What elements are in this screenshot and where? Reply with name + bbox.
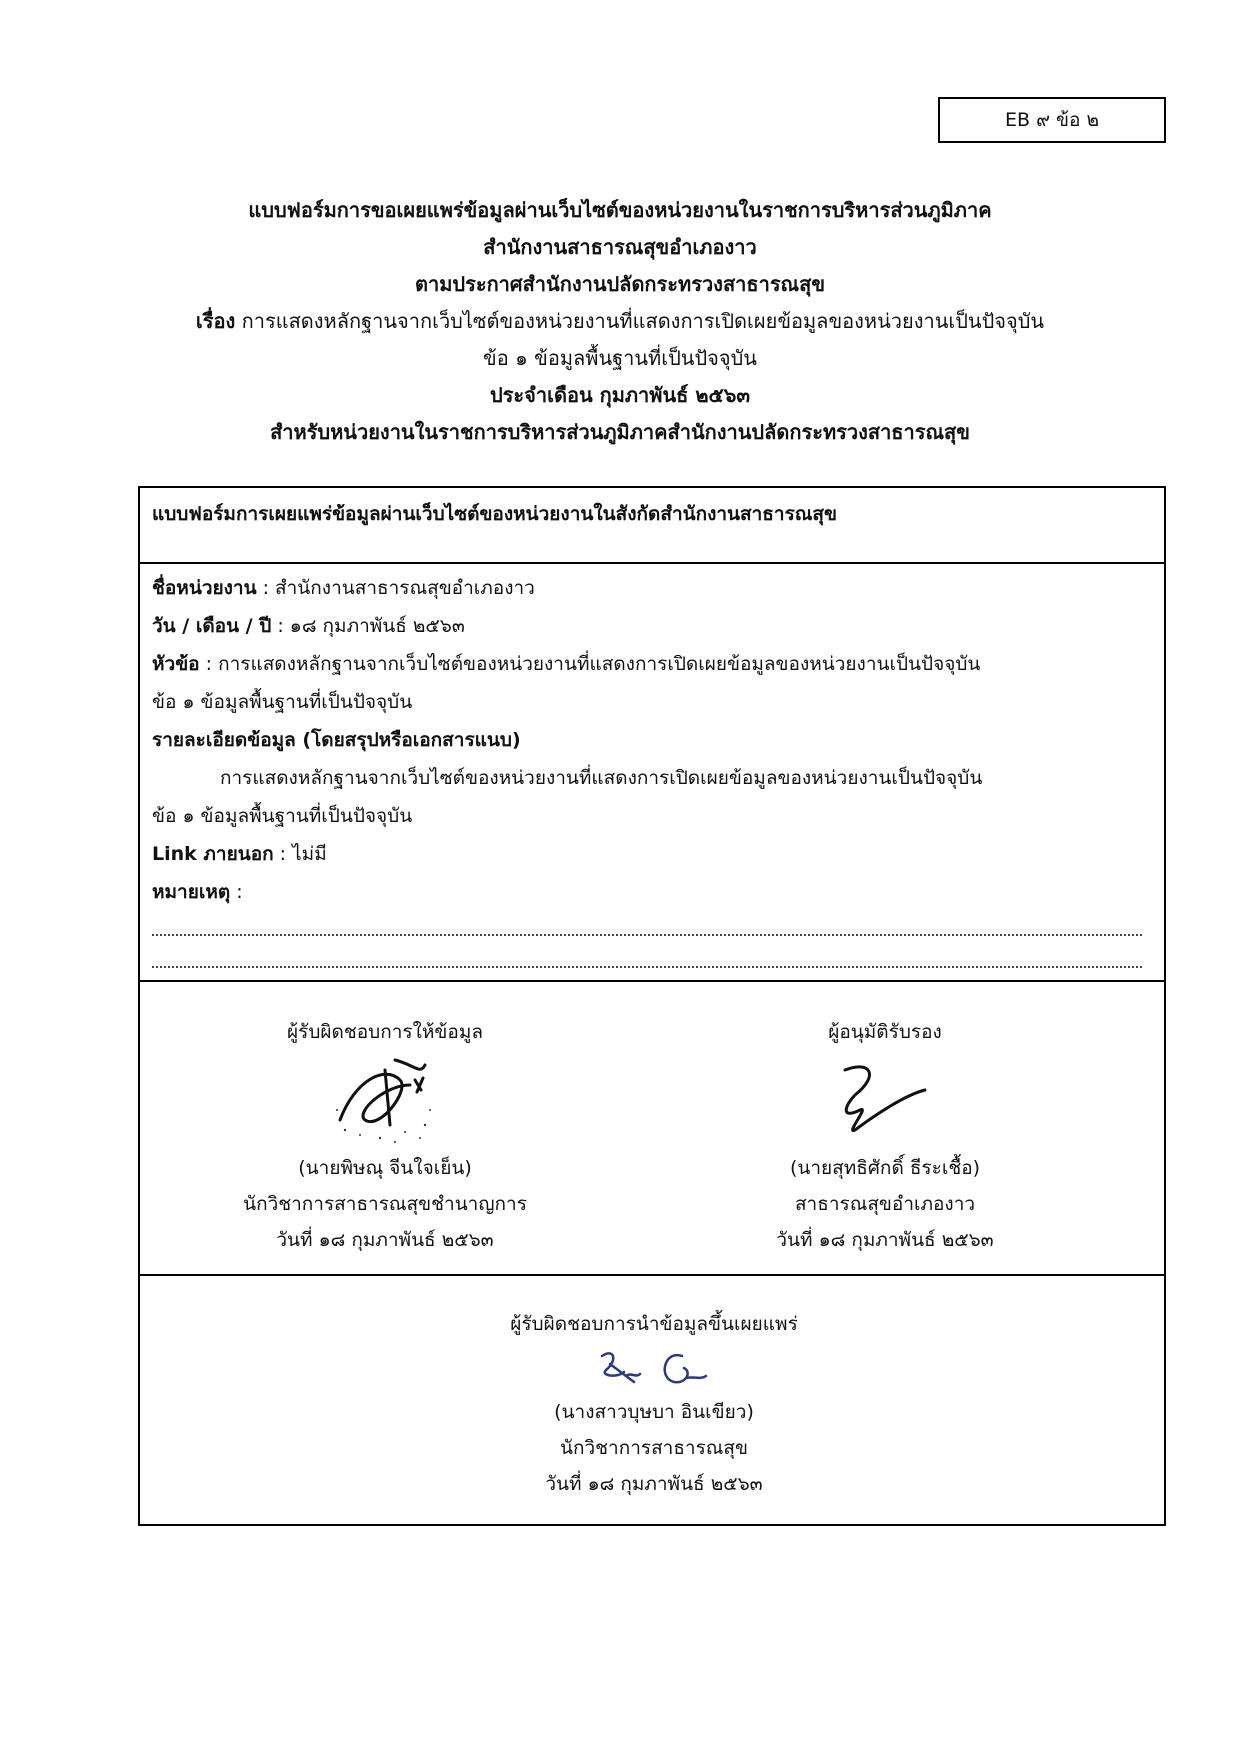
link-row [152, 836, 1152, 872]
note-dotted-line-1 [152, 934, 1142, 936]
header-subject-text: การแสดงหลักฐานจากเว็บไซต์ของหน่วยงานที่แสดงการเปิดเผยข้อมูลของหน่วยงานเป็นปัจจุบัน [241, 309, 1045, 333]
divider [140, 980, 1164, 982]
header-subject-label: เรื่อง [195, 309, 236, 333]
link-label: Link ภายนอก [152, 843, 274, 865]
signer-bottom [440, 1306, 868, 1502]
header-announcement: ตามประกาศสำนักงานปลัดกระทรวงสาธารณสุข [414, 272, 825, 296]
header-subject [0, 303, 1240, 340]
signer-left-position: นักวิชาการสาธารณสุขชำนาญการ [243, 1193, 527, 1215]
note-label: หมายเหตุ [152, 881, 231, 903]
note-value: : [230, 881, 243, 903]
details-value: การแสดงหลักฐานจากเว็บไซต์ของหน่วยงานที่แสดงการเปิดเผยข้อมูลของหน่วยงานเป็นปัจจุบัน [220, 767, 983, 789]
topic-row [152, 646, 1152, 682]
form-table [138, 486, 1166, 1526]
header-item: ข้อ ๑ ข้อมูลพื้นฐานที่เป็นปัจจุบัน [483, 346, 757, 370]
topic-label: หัวข้อ [152, 653, 200, 675]
date-label: วัน / เดือน / ปี [152, 615, 272, 637]
topic-value: : การแสดงหลักฐานจากเว็บไซต์ของหน่วยงานที่แสดงการเปิดเผยข้อมูลของหน่วยงานเป็นปัจจุบัน [199, 653, 981, 675]
signer-bottom-name: (นางสาวบุษบา อินเขียว) [554, 1401, 754, 1423]
header-office: สำนักงานสาธารณสุขอำเภองาว [483, 235, 757, 259]
signature-left [325, 1050, 445, 1150]
signer-right-name: (นายสุทธิศักดิ์ ธีระเชื้อ) [789, 1157, 981, 1179]
note-row [152, 874, 1152, 910]
unit-value: : สำนักงานสาธารณสุขอำเภองาว [256, 577, 535, 599]
form-title: แบบฟอร์มการเผยแพร่ข้อมูลผ่านเว็บไซต์ของหน่วยงานในสังกัดสำนักงานสาธารณสุข [152, 503, 837, 525]
signer-bottom-date: วันที่ ๑๘ กุมภาพันธ์ ๒๕๖๓ [545, 1473, 763, 1495]
unit-row [152, 570, 1152, 606]
note-dotted-line-2 [152, 966, 1142, 968]
divider [140, 1274, 1164, 1276]
signer-right-role: ผู้อนุมัติรับรอง [828, 1021, 942, 1043]
link-value: : ไม่มี [273, 843, 327, 865]
signer-left-name: (นายพิษณุ จีนใจเย็น) [298, 1157, 472, 1179]
signature-right [825, 1050, 945, 1150]
date-row [152, 608, 1152, 644]
header-scope: สำหรับหน่วยงานในราชการบริหารส่วนภูมิภาคสำนักงานปลัดกระทรวงสาธารณสุข [270, 420, 970, 444]
header-title: แบบฟอร์มการขอเผยแพร่ข้อมูลผ่านเว็บไซต์ของหน่วยงานในราชการบริหารส่วนภูมิภาค [248, 198, 992, 222]
details-value-2: ข้อ ๑ ข้อมูลพื้นฐานที่เป็นปัจจุบัน [152, 805, 413, 827]
document-code: EB ๙ ข้อ ๒ [1005, 109, 1099, 131]
date-value: : ๑๘ กุมภาพันธ์ ๒๕๖๓ [271, 615, 465, 637]
divider [140, 562, 1164, 564]
signer-left-role: ผู้รับผิดชอบการให้ข้อมูล [287, 1021, 483, 1043]
header-month: ประจำเดือน กุมภาพันธ์ ๒๕๖๓ [489, 383, 751, 407]
unit-label: ชื่อหน่วยงาน [152, 577, 257, 599]
signer-right [700, 1014, 1070, 1258]
signature-bottom [574, 1342, 734, 1394]
signer-right-position: สาธารณสุขอำเภองาว [794, 1193, 976, 1215]
signer-bottom-position: นักวิชาการสาธารณสุข [559, 1437, 749, 1459]
signer-left [200, 1014, 570, 1258]
details-label: รายละเอียดข้อมูล (โดยสรุปหรือเอกสารแนบ) [152, 729, 521, 751]
topic-row-2: ข้อ ๑ ข้อมูลพื้นฐานที่เป็นปัจจุบัน [152, 691, 413, 713]
signer-bottom-role: ผู้รับผิดชอบการนำข้อมูลขึ้นเผยแพร่ [510, 1313, 798, 1335]
document-code-box [938, 97, 1166, 143]
document-header [0, 192, 1240, 451]
signer-right-date: วันที่ ๑๘ กุมภาพันธ์ ๒๕๖๓ [776, 1229, 994, 1251]
signer-left-date: วันที่ ๑๘ กุมภาพันธ์ ๒๕๖๓ [276, 1229, 494, 1251]
